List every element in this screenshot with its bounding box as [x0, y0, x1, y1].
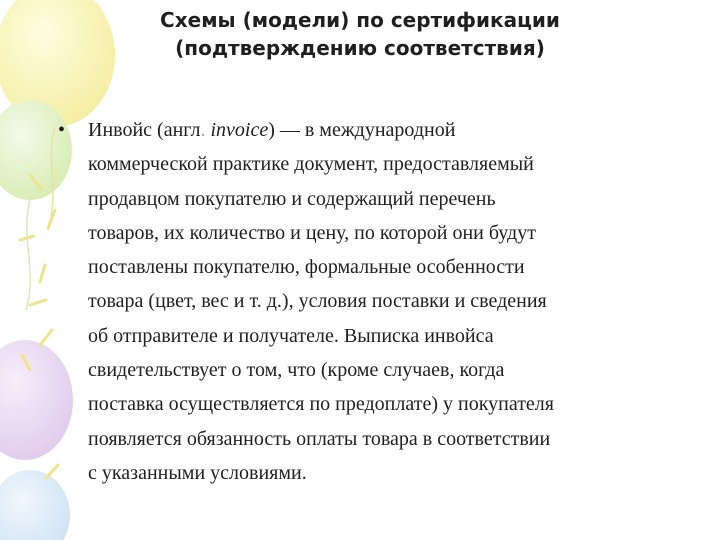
confetti-streak: [30, 300, 46, 305]
bullet-item: [58, 113, 688, 490]
paragraph-line: товаров, их количество и цену, по которой они будут: [88, 221, 536, 244]
page-title-line-2: (подтверждению соответствия): [175, 36, 545, 60]
paragraph-line-lead: [88, 113, 688, 147]
lead-prefix: Инвойс (англ: [88, 119, 201, 141]
paragraph-line: продавцом покупателю и содержащий перечень: [88, 187, 496, 210]
page-title: [0, 6, 720, 62]
paragraph-line: поставлены покупателю, формальные особенности: [88, 256, 525, 279]
paragraph-line: товара (цвет, вес и т. д.), условия поставки и сведения: [88, 290, 547, 313]
abbrev-link-dot: .: [200, 119, 206, 141]
paragraph-line: об отправителе и получателе. Выписка инвойса: [88, 324, 494, 347]
paragraph-line: коммерческой практике документ, предоставляемый: [88, 153, 534, 176]
page-title-line-1: Схемы (модели) по сертификации: [160, 8, 560, 32]
paragraph-line: с указанными условиями.: [88, 461, 307, 484]
lead-suffix: ) — в международной: [268, 119, 456, 141]
confetti-streak: [46, 465, 58, 478]
bullet-paragraph: [88, 113, 688, 490]
confetti-streak: [20, 236, 34, 240]
bullet-icon: •: [58, 119, 66, 141]
confetti-streak: [40, 265, 45, 282]
slide-content: [58, 113, 688, 490]
confetti-streak: [40, 330, 52, 345]
balloon-string: [26, 200, 30, 310]
paragraph-line: свидетельствует о том, что (кроме случаев, когда: [88, 359, 505, 382]
paragraph-line: поставка осуществляется по предоплате) у покупателя: [88, 393, 554, 416]
lead-term: invoice: [205, 119, 269, 141]
paragraph-line: появляется обязанность оплаты товара в соответствии: [88, 427, 551, 450]
